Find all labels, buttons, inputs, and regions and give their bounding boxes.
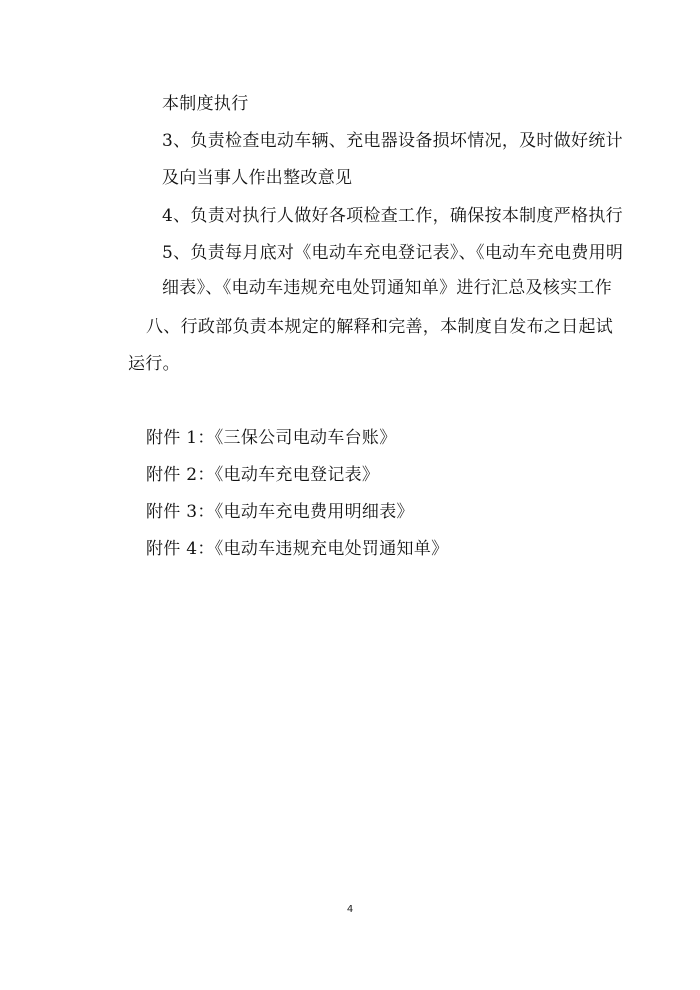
attachment-item-1: 附件 1：《三保公司电动车台账》 bbox=[146, 428, 397, 448]
attachment-item-4: 附件 4：《电动车违规充电处罚通知单》 bbox=[146, 539, 449, 559]
body-line-1: 本制度执行 bbox=[162, 94, 249, 114]
page-number: 4 bbox=[346, 904, 354, 915]
body-line-6: 细表》、《电动车违规充电处罚通知单》进行汇总及核实工作 bbox=[162, 278, 613, 298]
body-line-2: 3、负责检查电动车辆、充电器设备损坏情况，及时做好统计 bbox=[162, 131, 623, 151]
body-line-4: 4、负责对执行人做好各项检查工作，确保按本制度严格执行 bbox=[162, 206, 623, 226]
body-line-5: 5、负责每月底对《电动车充电登记表》、《电动车充电费用明 bbox=[162, 243, 624, 263]
body-line-7: 八、行政部负责本规定的解释和完善，本制度自发布之日起试 bbox=[146, 317, 614, 337]
body-line-3: 及向当事人作出整改意见 bbox=[162, 168, 353, 188]
body-line-8: 运行。 bbox=[128, 354, 180, 374]
attachment-item-2: 附件 2：《电动车充电登记表》 bbox=[146, 465, 380, 485]
attachment-item-3: 附件 3：《电动车充电费用明细表》 bbox=[146, 502, 414, 522]
